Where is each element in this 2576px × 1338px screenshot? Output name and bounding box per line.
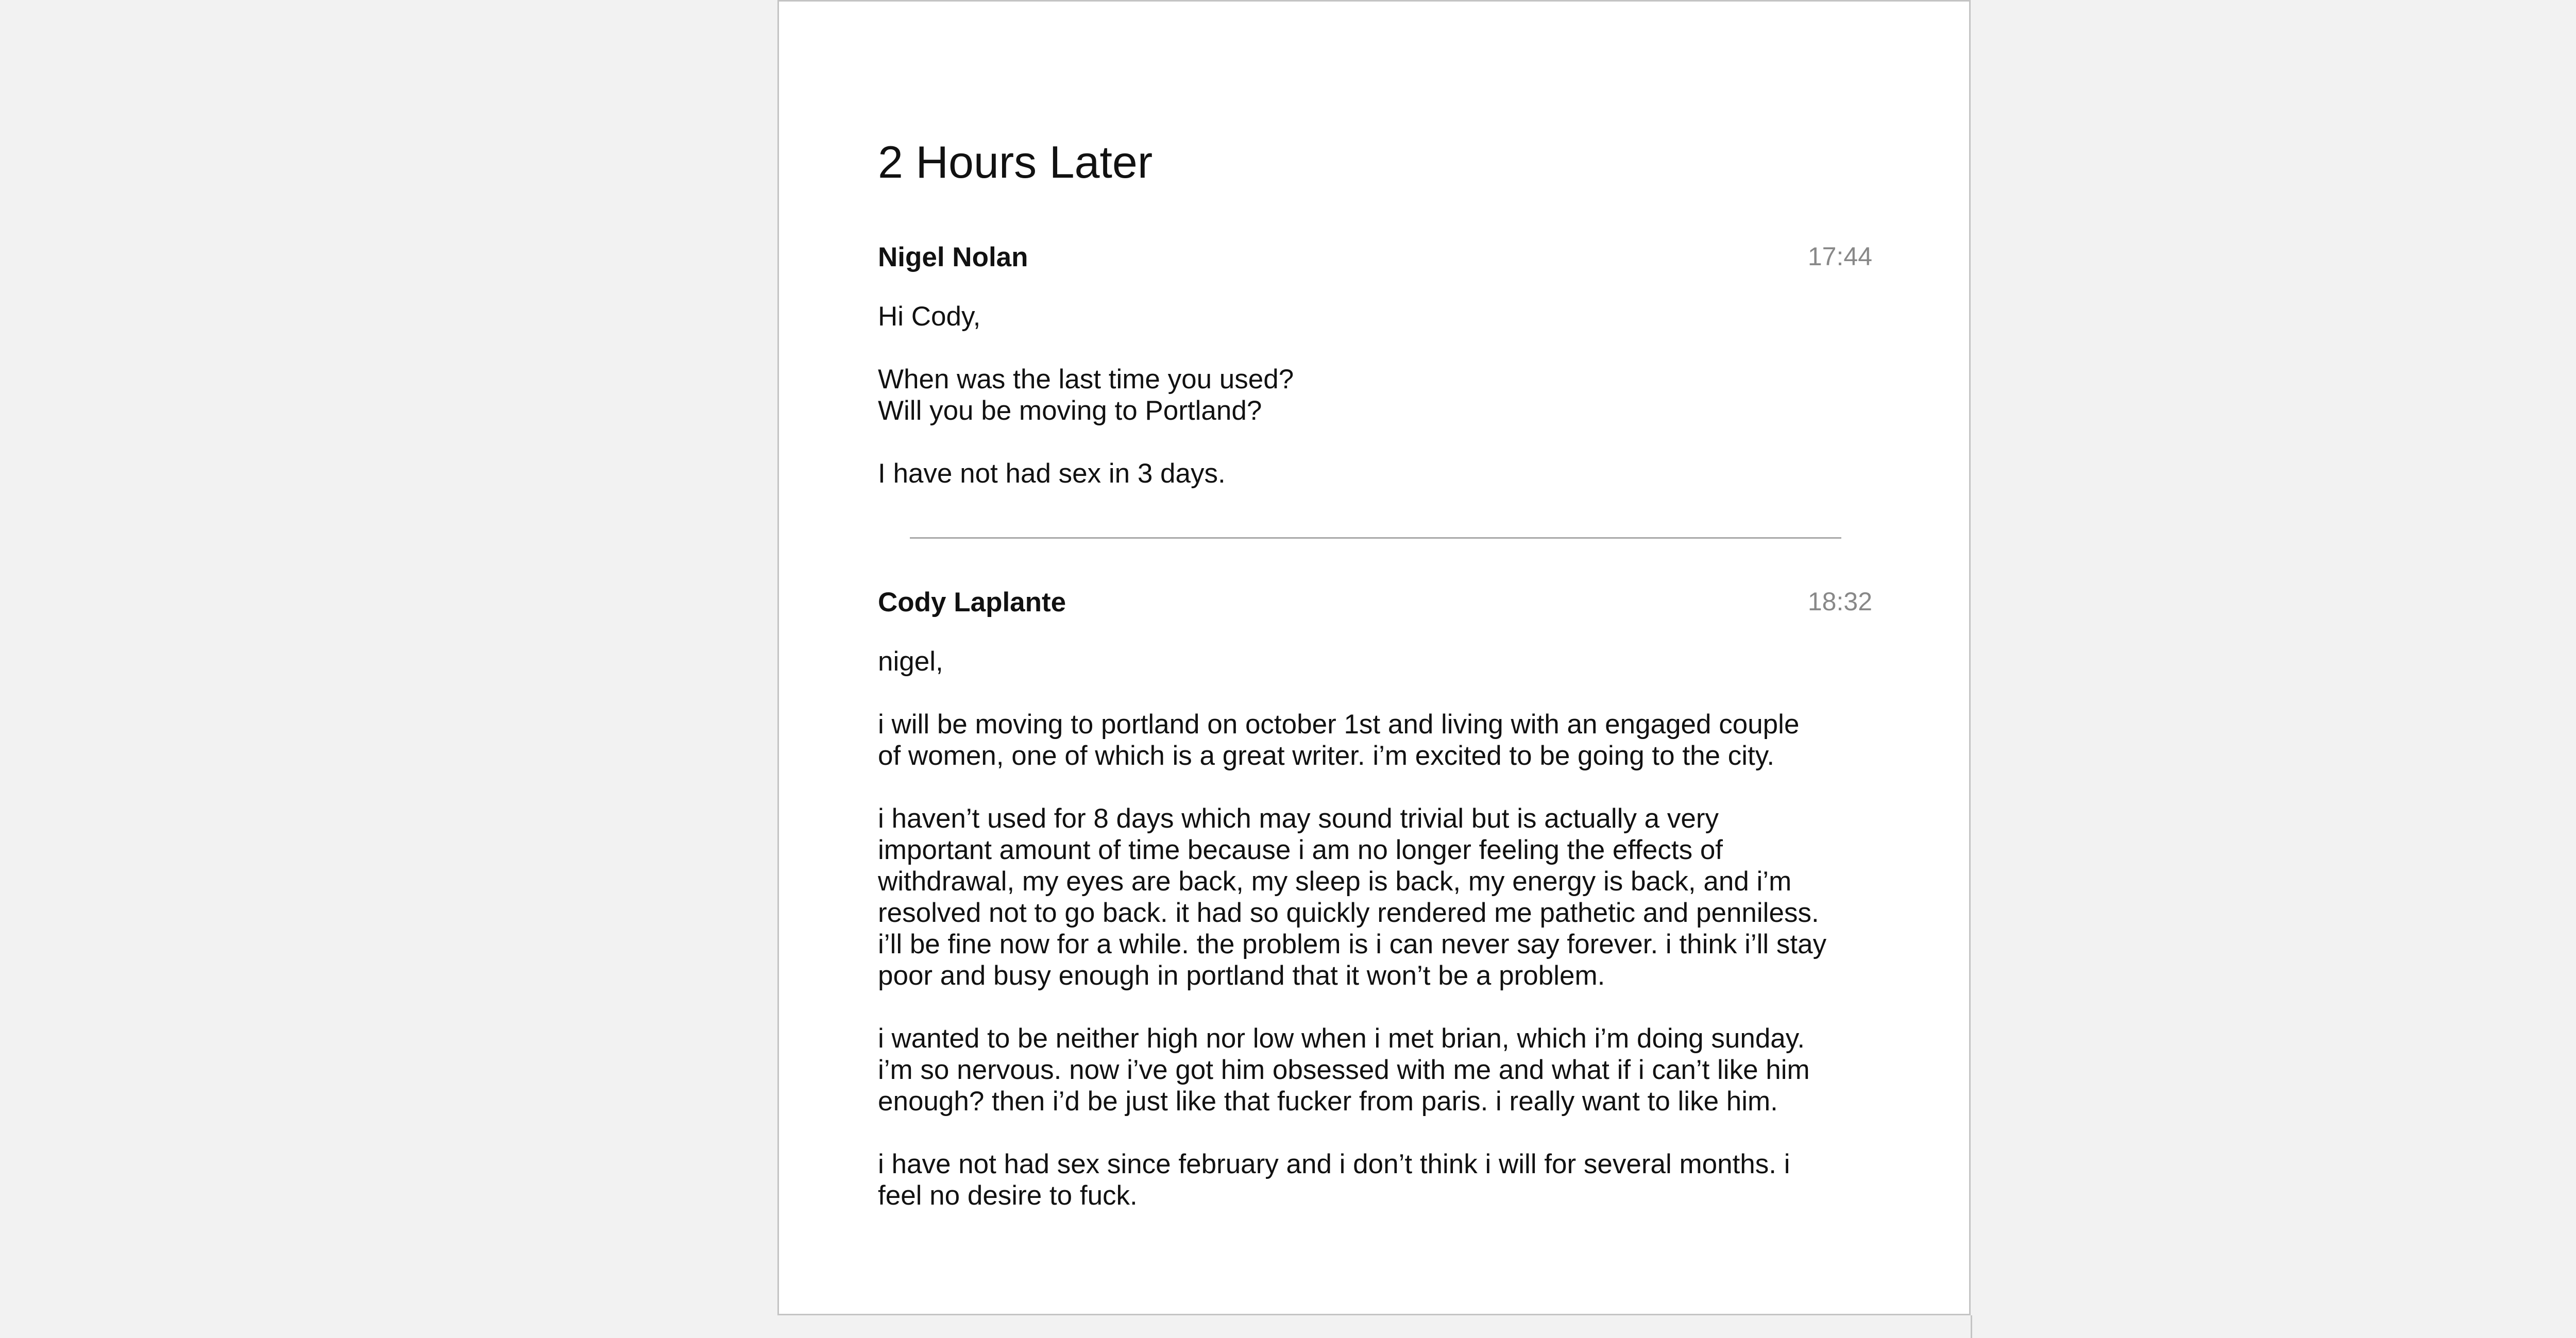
message-cody — [878, 587, 1872, 1211]
message-divider — [910, 537, 1841, 539]
message-paragraph: i wanted to be neither high nor low when i met brian, which i’m doing sunday. i’m so nervous. now i’ve got him obsessed with me and what if i can’t like him enough? then i’d be just like that fucker from paris. i really want to like him. — [878, 1023, 1810, 1117]
page-title: 2 Hours Later — [878, 136, 1153, 187]
message-body — [878, 301, 1872, 489]
message-header — [878, 242, 1872, 278]
message-nigel — [878, 242, 1872, 489]
document-page — [777, 0, 1971, 1315]
message-time: 18:32 — [1807, 587, 1872, 616]
message-paragraph: nigel, — [878, 646, 943, 677]
message-paragraph: Hi Cody, — [878, 301, 981, 332]
message-paragraph: i will be moving to portland on october 1st and living with an engaged couple of women, one of which is a great writer. i’m excited to be going to the city. — [878, 709, 1800, 771]
message-paragraph: When was the last time you used? Will you be moving to Portland? — [878, 364, 1294, 426]
message-paragraph: i haven’t used for 8 days which may sound trivial but is actually a very important amount of time because i am no longer feeling the effects of withdrawal, my eyes are back, my sleep is back, my energy is back, and i’m resolved not to go back. it had so quickly rendered me pathetic and penniless. i’ll be fine now for a while. the problem is i can never say forever. i think i’ll stay poor and busy enough in portland that it won’t be a problem. — [878, 803, 1827, 991]
message-author: Nigel Nolan — [878, 242, 1028, 272]
message-paragraph: I have not had sex in 3 days. — [878, 458, 1226, 489]
message-time: 17:44 — [1807, 242, 1872, 271]
message-paragraph: i have not had sex since february and i don’t think i will for several months. i feel no desire to fuck. — [878, 1149, 1790, 1211]
message-header — [878, 587, 1872, 623]
message-author: Cody Laplante — [878, 587, 1066, 617]
message-body — [878, 646, 1872, 1211]
page-edge — [1971, 1315, 1972, 1338]
